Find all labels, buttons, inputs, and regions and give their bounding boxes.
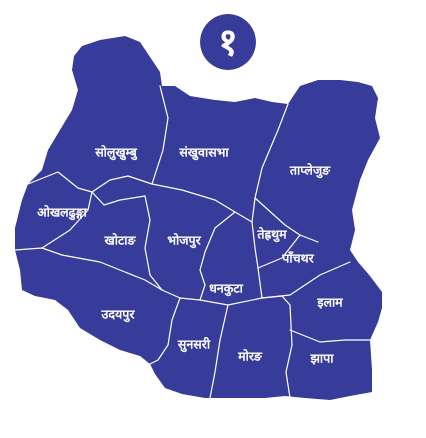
province-number: १ [218,20,238,64]
label-taplejung: ताप्लेजुङ [289,162,331,178]
label-solukhumbu: सोलुखुम्बु [95,144,137,160]
label-panchthar: पाँचथर [282,250,314,266]
label-jhapa: झापा [310,350,334,366]
label-bhojpur: भोजपुर [167,232,201,248]
label-sankhuwasabha: संखुवासभा [179,144,229,160]
label-sunsari: सुनसरी [177,336,211,352]
label-okhaldhunga: ओखलढुङ्गा [37,204,87,220]
label-ilam: इलाम [317,294,343,310]
label-terhathum: तेह्रथुम [257,226,287,242]
label-udayapur: उदयपुर [101,306,135,322]
label-khotang: खोटाङ [104,232,136,248]
label-dhankuta: धनकुटा [209,280,243,296]
label-morang: मोरङ [238,348,262,364]
